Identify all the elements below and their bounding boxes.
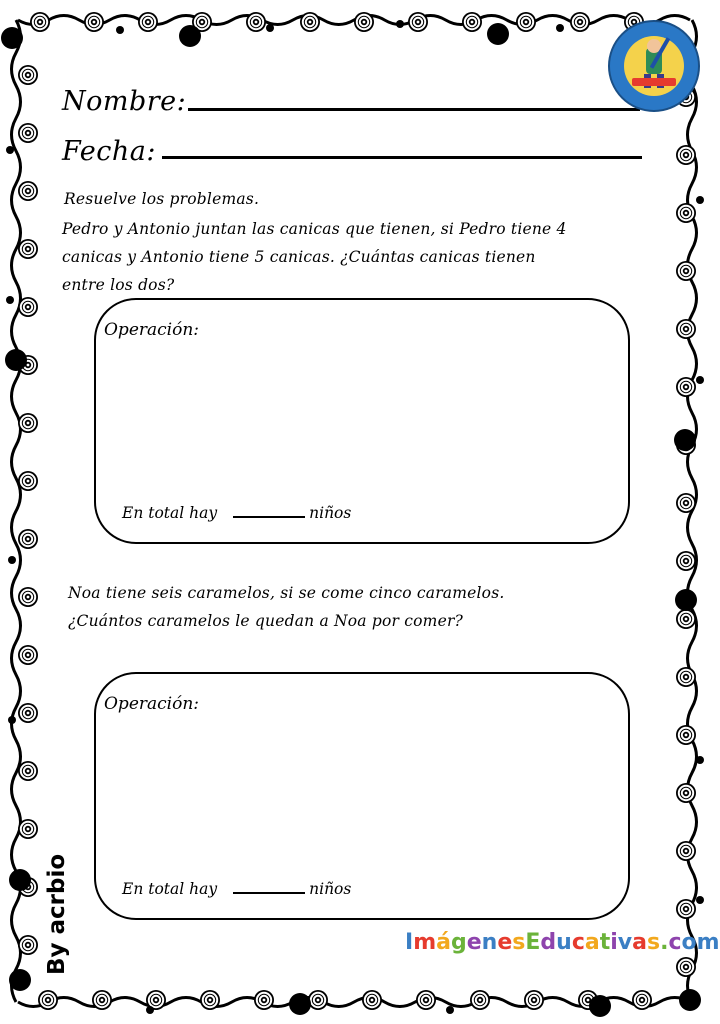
- name-line[interactable]: [188, 108, 640, 111]
- site-logo-letter: I: [405, 930, 414, 955]
- site-logo-letter: s: [512, 930, 526, 955]
- problem2-total-prefix: En total hay: [122, 880, 218, 898]
- site-logo-letter: a: [632, 930, 647, 955]
- site-logo-letter: d: [540, 930, 557, 955]
- problem1-total-blank[interactable]: [233, 516, 305, 518]
- site-logo-letter: c: [668, 930, 682, 955]
- site-logo: [405, 930, 720, 955]
- site-logo-letter: n: [481, 930, 498, 955]
- name-label: Nombre:: [62, 86, 187, 117]
- site-logo-letter: g: [450, 930, 467, 955]
- site-logo-letter: á: [436, 930, 451, 955]
- site-logo-letter: s: [647, 930, 661, 955]
- site-logo-letter: c: [571, 930, 585, 955]
- site-logo-letter: v: [617, 930, 633, 955]
- site-logo-letter: m: [413, 930, 437, 955]
- problem1-total-row: [122, 504, 351, 522]
- problem2-total-blank[interactable]: [233, 892, 305, 894]
- problem2-total-row: [122, 880, 351, 898]
- problem1-line-1: Pedro y Antonio juntan las canicas que tienen, si Pedro tiene 4: [62, 220, 567, 238]
- instructions-text: Resuelve los problemas.: [64, 190, 260, 208]
- site-logo-letter: a: [584, 930, 600, 955]
- site-logo-letter: o: [681, 930, 697, 955]
- problem2-total-suffix: niños: [309, 880, 352, 898]
- problem1-operation-label: Operación:: [104, 320, 200, 340]
- problem2-line-2: ¿Cuántos caramelos le quedan a Noa por comer?: [68, 612, 464, 630]
- problem1-total-prefix: En total hay: [122, 504, 218, 522]
- site-logo-letter: .: [660, 930, 669, 955]
- site-logo-letter: u: [556, 930, 572, 955]
- site-logo-letter: E: [525, 930, 541, 955]
- problem2-line-1: Noa tiene seis caramelos, si se come cinco caramelos.: [68, 584, 505, 602]
- site-logo-letter: e: [497, 930, 513, 955]
- problem1-total-suffix: niños: [309, 504, 352, 522]
- site-logo-letter: m: [696, 930, 720, 955]
- problem1-line-3: entre los dos?: [62, 276, 175, 294]
- author-credit: By acrbio: [44, 853, 70, 975]
- problem2-operation-label: Operación:: [104, 694, 200, 714]
- date-label: Fecha:: [62, 136, 156, 167]
- site-logo-letter: t: [599, 930, 611, 955]
- site-badge-icon: [606, 18, 702, 114]
- problem1-line-2: canicas y Antonio tiene 5 canicas. ¿Cuántas canicas tienen: [62, 248, 536, 266]
- site-logo-letter: i: [610, 930, 618, 955]
- site-logo-letter: e: [466, 930, 482, 955]
- date-line[interactable]: [162, 156, 642, 159]
